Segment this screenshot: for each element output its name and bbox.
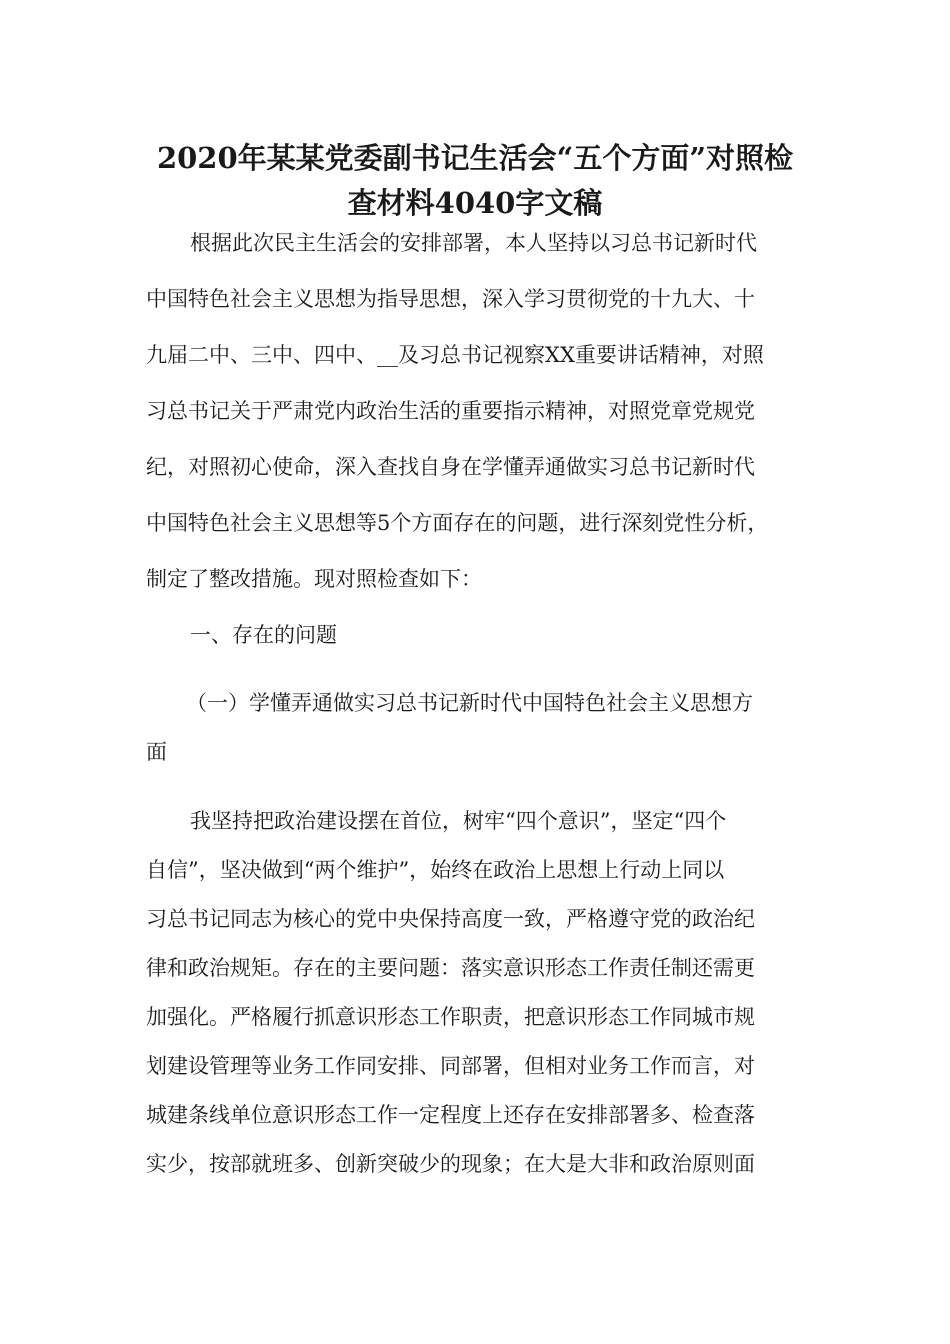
body-line-7: 城建条线单位意识形态工作一定程度上还存在安排部署多、检查落 xyxy=(146,1103,755,1127)
body-line-3: 习总书记同志为核心的党中央保持高度一致，严格遵守党的政治纪 xyxy=(146,907,755,931)
intro-line-1: 根据此次民主生活会的安排部署，本人坚持以习总书记新时代 xyxy=(190,231,757,255)
intro-line-5: 纪，对照初心使命，深入查找自身在学懂弄通做实习总书记新时代 xyxy=(146,455,755,479)
body-line-5: 加强化。严格履行抓意识形态工作职责，把意识形态工作同城市规 xyxy=(146,1005,755,1029)
section-heading: 一、存在的问题 xyxy=(190,623,337,647)
document-title-line-2: 查材料4040字文稿 xyxy=(347,186,603,220)
body-line-8: 实少，按部就班多、创新突破少的现象；在大是大非和政治原则面 xyxy=(146,1152,755,1176)
subsection-heading-line-2: 面 xyxy=(146,740,167,764)
body-line-4: 律和政治规矩。存在的主要问题：落实意识形态工作责任制还需更 xyxy=(146,956,755,980)
body-line-6: 划建设管理等业务工作同安排、同部署，但相对业务工作而言，对 xyxy=(146,1054,755,1078)
subsection-heading-line-1: （一）学懂弄通做实习总书记新时代中国特色社会主义思想方 xyxy=(186,691,753,715)
intro-line-7: 制定了整改措施。现对照检查如下： xyxy=(146,567,482,591)
intro-line-2: 中国特色社会主义思想为指导思想，深入学习贯彻党的十九大、十 xyxy=(146,287,755,311)
document-title-line-1: 2020年某某党委副书记生活会“五个方面”对照检 xyxy=(156,141,794,175)
body-line-2: 自信”，坚决做到“两个维护”，始终在政治上思想上行动上同以 xyxy=(146,858,725,882)
intro-line-4: 习总书记关于严肃党内政治生活的重要指示精神，对照党章党规党 xyxy=(146,399,755,423)
intro-line-6: 中国特色社会主义思想等5个方面存在的问题，进行深刻党性分析， xyxy=(146,511,769,535)
body-line-1: 我坚持把政治建设摆在首位，树牢“四个意识”，坚定“四个 xyxy=(190,809,727,833)
intro-line-3: 九届二中、三中、四中、__及习总书记视察XX重要讲话精神，对照 xyxy=(146,343,764,367)
